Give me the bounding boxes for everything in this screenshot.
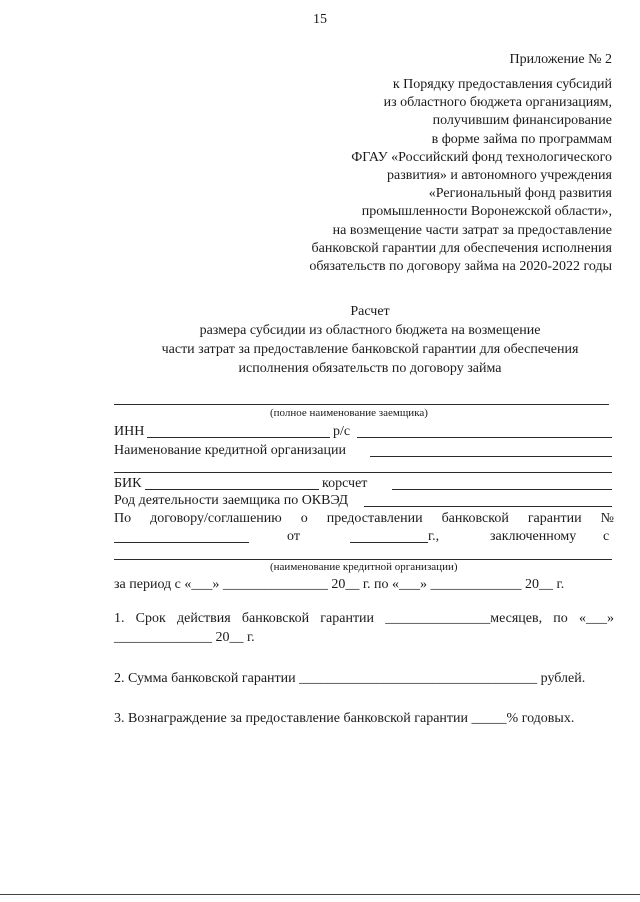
appendix-line: обязательств по договору займа на 2020-2022 годы xyxy=(309,259,612,275)
corr-account-field[interactable] xyxy=(392,489,612,490)
appendix-line: к Порядку предоставления субсидий xyxy=(392,77,612,92)
guarantee-fee-line: 3. Вознаграждение за предоставление банковской гарантии _____% годовых. xyxy=(114,711,575,726)
calculation-line: размера субсидии из областного бюджета на возмещение xyxy=(199,323,541,338)
page-bottom-rule xyxy=(0,894,640,895)
credit-org-label: Наименование кредитной организации xyxy=(114,443,346,458)
calculation-title xyxy=(0,302,640,378)
appendix-line: промышленности Воронежской области», xyxy=(361,204,612,220)
credit-org-name-field[interactable] xyxy=(114,559,612,560)
guarantee-amount-line: 2. Сумма банковской гарантии __________________________________ рублей. xyxy=(114,671,586,686)
appendix-line: на возмещение части затрат за предоставление xyxy=(332,222,612,238)
account-field[interactable] xyxy=(357,437,612,438)
appendix-line: получившим финансирование xyxy=(432,113,612,129)
agreement-concluded-label: заключенному xyxy=(490,529,577,544)
calculation-line: части затрат за предоставление банковской гарантии для обеспечения xyxy=(161,342,579,357)
term-word: банковской xyxy=(241,611,310,626)
agreement-word: № xyxy=(600,511,614,526)
credit-org-caption: (наименование кредитной организации) xyxy=(270,561,458,573)
appendix-title: Приложение № 2 xyxy=(509,52,612,67)
borrower-name-caption: (полное наименование заемщика) xyxy=(270,407,428,419)
agreement-word: По xyxy=(114,511,132,526)
agreement-year-suffix: г., xyxy=(428,529,440,544)
appendix-line: развития» и автономного учреждения xyxy=(387,168,612,184)
agreement-word: о xyxy=(300,511,308,526)
bik-field[interactable] xyxy=(145,489,319,490)
period-line: за период с «___» _______________ 20__ г. по «___» _____________ 20__ г. xyxy=(114,577,565,592)
inn-field[interactable] xyxy=(147,437,330,438)
appendix-subtitle xyxy=(172,76,612,276)
agreement-number-field[interactable] xyxy=(114,542,249,543)
term-word: гарантии xyxy=(320,611,375,626)
appendix-line: ФГАУ «Российский фонд технологического xyxy=(351,149,612,165)
agreement-word: договору/соглашению xyxy=(150,511,282,526)
inn-label: ИНН xyxy=(114,424,145,439)
term-word: _______________месяцев, xyxy=(385,611,543,626)
account-label: р/с xyxy=(333,424,351,439)
term-word: 1. xyxy=(114,611,125,626)
calculation-line: исполнения обязательств по договору займа xyxy=(238,361,502,376)
appendix-line: из областного бюджета организациям, xyxy=(383,95,612,111)
credit-org-field-continued[interactable] xyxy=(114,472,612,473)
term-word: Срок xyxy=(135,611,166,626)
agreement-word: банковской xyxy=(441,511,509,526)
calculation-heading: Расчет xyxy=(350,304,390,319)
bik-label: БИК xyxy=(114,476,142,491)
credit-org-field[interactable] xyxy=(370,456,612,457)
agreement-date-field[interactable] xyxy=(350,542,428,543)
agreement-word: гарантии xyxy=(527,511,582,526)
appendix-line: в форме займа по программам xyxy=(431,131,612,147)
term-word: «___» xyxy=(578,611,614,626)
okved-label: Род деятельности заемщика по ОКВЭД xyxy=(114,493,349,508)
appendix-line: «Региональный фонд развития xyxy=(428,186,612,202)
guarantee-term-line xyxy=(114,611,614,627)
agreement-word: предоставлении xyxy=(326,511,423,526)
borrower-name-field[interactable] xyxy=(114,404,609,405)
page-number: 15 xyxy=(313,12,327,27)
appendix-line: банковской гарантии для обеспечения исполнения xyxy=(311,240,612,256)
term-word: по xyxy=(553,611,568,626)
term-word: действия xyxy=(176,611,231,626)
okved-field[interactable] xyxy=(364,506,612,507)
agreement-from-label: от xyxy=(287,529,300,544)
corr-account-label: корсчет xyxy=(322,476,368,491)
agreement-line xyxy=(114,511,614,527)
guarantee-term-line-2: ______________ 20__ г. xyxy=(114,630,255,645)
agreement-with-label: с xyxy=(603,529,610,544)
